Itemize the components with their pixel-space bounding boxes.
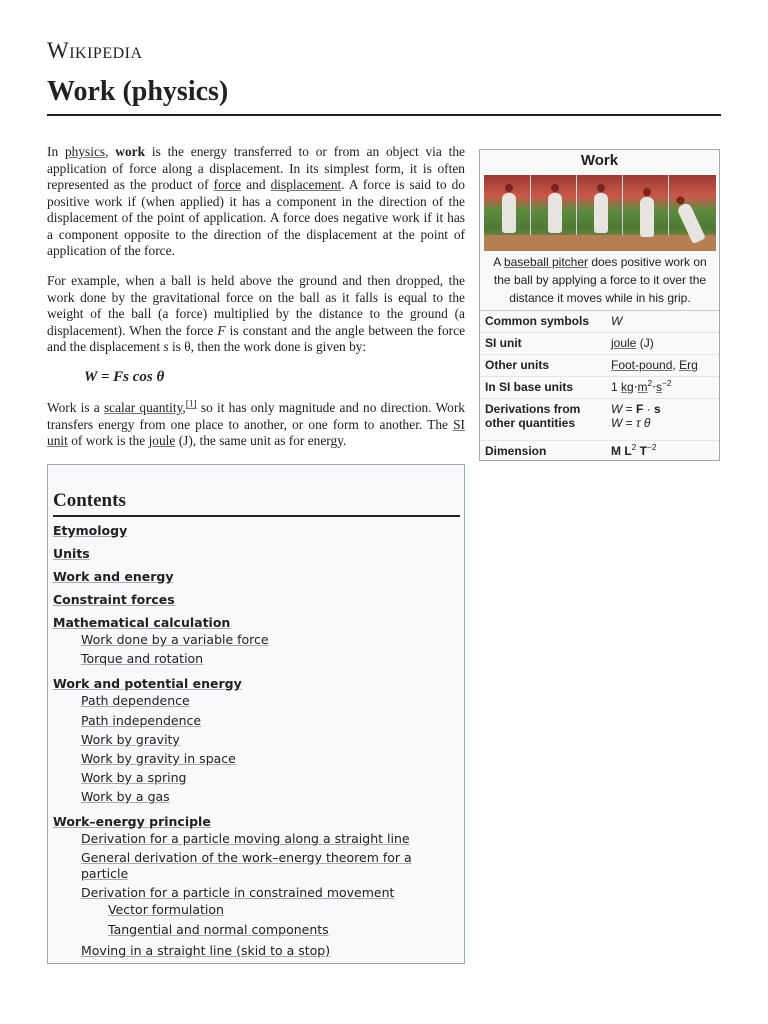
infobox-label: Other units: [480, 355, 607, 377]
text-run: 2: [631, 442, 637, 452]
inline-link[interactable]: [1]: [185, 399, 197, 410]
inline-link[interactable]: joule: [148, 433, 176, 448]
toc-item[interactable]: [53, 676, 242, 692]
toc-link[interactable]: Tangential and normal components: [108, 922, 329, 937]
text-run: s: [654, 402, 661, 416]
text-run: (J): [636, 336, 654, 350]
toc-link[interactable]: Mathematical calculation: [53, 615, 231, 630]
text-run: ,: [672, 358, 680, 372]
toc-link[interactable]: Work and energy: [53, 569, 174, 584]
text-run: T: [636, 444, 648, 458]
inline-link[interactable]: s: [656, 380, 663, 394]
toc-title: Contents: [53, 489, 460, 517]
infobox-value: [607, 355, 719, 377]
infobox-title: Work: [580, 152, 619, 169]
text-run: 2: [647, 378, 653, 388]
inline-link[interactable]: joule: [611, 336, 637, 350]
text-run: W: [611, 314, 623, 328]
toc-link[interactable]: Etymology: [53, 523, 128, 538]
toc-link[interactable]: Vector formulation: [108, 902, 224, 917]
infobox-row: [480, 441, 719, 463]
toc-link[interactable]: Derivation for a particle moving along a straight line: [81, 831, 410, 846]
toc-item[interactable]: [81, 831, 410, 847]
toc-item[interactable]: [81, 943, 330, 959]
toc-item[interactable]: [81, 885, 394, 901]
toc-item[interactable]: [81, 713, 201, 729]
text-run: of work is the: [67, 433, 149, 448]
toc-item[interactable]: [53, 569, 174, 585]
inline-link[interactable]: scalar quantity: [103, 400, 183, 415]
toc-item[interactable]: [53, 592, 175, 608]
infobox-value: [607, 377, 719, 399]
text-run: F: [636, 402, 644, 416]
infobox-row: [480, 377, 719, 399]
toc-link[interactable]: Work by a spring: [81, 770, 187, 785]
inline-link[interactable]: SI unit: [47, 416, 465, 448]
text-run: A: [493, 255, 504, 269]
inline-link[interactable]: baseball pitcher: [503, 255, 588, 269]
toc-item[interactable]: [53, 523, 127, 539]
infobox-caption: [484, 253, 716, 309]
toc-link[interactable]: Torque and rotation: [81, 651, 204, 666]
text-run: ,: [182, 400, 186, 415]
toc-link[interactable]: Constraint forces: [53, 592, 175, 607]
toc-item[interactable]: [53, 546, 90, 562]
toc-item[interactable]: [81, 651, 203, 667]
infobox-value: [607, 333, 719, 355]
intro-paragraph-2: [47, 273, 465, 356]
infobox-label: Derivations from other quantities: [480, 399, 607, 441]
text-run: In: [47, 144, 65, 159]
text-run: work: [115, 144, 146, 159]
toc-link[interactable]: Units: [53, 546, 90, 561]
intro-paragraph-1: [47, 144, 465, 260]
text-run: and: [241, 177, 271, 192]
infobox-value: [607, 311, 719, 333]
page-title: Work (physics): [47, 74, 721, 116]
infobox-row: [480, 355, 719, 377]
toc-link[interactable]: Work by gravity: [81, 732, 180, 747]
toc-link[interactable]: Work–energy principle: [53, 814, 211, 829]
infobox-label: Common symbols: [480, 311, 607, 333]
text-run: −2: [662, 378, 672, 388]
text-run: W: [611, 402, 623, 416]
work-formula: W = Fs cos θ: [84, 369, 165, 385]
text-run: s: [163, 339, 169, 354]
text-run: is the energy transferred to or from an object via the application of force along a displacement. In its simplest form, it is often represented as the product of: [47, 144, 465, 192]
text-run: does positive work on the ball by applying a force to it over the distance it moves while in his grip.: [493, 255, 707, 305]
inline-link[interactable]: physics: [64, 144, 106, 159]
toc-item[interactable]: [81, 632, 269, 648]
toc-item[interactable]: [81, 850, 461, 882]
infobox-row: [480, 333, 719, 355]
toc-item[interactable]: [53, 615, 230, 631]
toc-link[interactable]: Path dependence: [81, 693, 190, 708]
infobox-value: [607, 441, 719, 463]
toc-item[interactable]: [81, 693, 190, 709]
toc-link[interactable]: Work by a gas: [81, 789, 170, 804]
toc-item[interactable]: [108, 922, 329, 938]
toc-link[interactable]: Work by gravity in space: [81, 751, 236, 766]
text-run: 1: [611, 380, 622, 394]
toc-link[interactable]: Work and potential energy: [53, 676, 242, 691]
infobox-row: [480, 399, 719, 441]
text-run: so it has only magnitude and no direction. Work transfers energy from one place to another, or one form to another. The: [47, 400, 465, 432]
toc-item[interactable]: [81, 789, 170, 805]
text-run: For example, when a ball is held above the ground and then dropped, the work done by the gravitational force on the ball as it falls is equal to the weight of the ball (a force) multiplied by the distance to the ground (a displacement). When the force: [47, 273, 465, 338]
infobox: [479, 149, 720, 461]
text-run: . A force is said to do positive work if (when applied) it has a component in the direction of the displacement of the point of application. A force does negative work if it has a component opposite to the direction of the displacement at the point of application of the force.: [47, 177, 465, 258]
text-run: ,: [105, 144, 116, 159]
inline-link[interactable]: displacement: [270, 177, 342, 192]
text-run: M L: [611, 444, 632, 458]
text-run: τ θ: [636, 416, 651, 430]
infobox-label: SI unit: [480, 333, 607, 355]
text-run: F: [217, 322, 226, 338]
text-run: is constant and the angle between the force and the displacement: [47, 322, 466, 354]
inline-link[interactable]: Foot-pound: [611, 358, 673, 372]
toc-link[interactable]: Work done by a variable force: [81, 632, 269, 647]
text-run: =: [622, 402, 637, 416]
infobox-table: [480, 310, 719, 463]
toc-link[interactable]: Path independence: [81, 713, 202, 728]
toc-item[interactable]: [53, 814, 211, 830]
text-run: is θ, then the work done is given by:: [168, 339, 367, 354]
text-run: W: [611, 416, 623, 430]
intro-paragraph-3: [47, 400, 465, 450]
toc-item[interactable]: [81, 732, 180, 748]
toc-link[interactable]: Derivation for a particle in constrained movement: [81, 885, 395, 900]
infobox-row: [480, 311, 719, 333]
inline-link[interactable]: force: [213, 177, 242, 192]
text-run: Work is a: [47, 400, 104, 415]
text-run: (J), the same unit as for energy.: [175, 433, 347, 448]
wikipedia-wordmark[interactable]: [47, 38, 143, 64]
toc-link[interactable]: Moving in a straight line (skid to a stop): [81, 943, 331, 958]
inline-link[interactable]: kg: [621, 380, 634, 394]
infobox-value: [607, 399, 719, 441]
toc-link[interactable]: General derivation of the work–energy theorem for a particle: [81, 850, 412, 881]
infobox-label: Dimension: [480, 441, 607, 463]
text-run: −2: [647, 442, 657, 452]
text-run: =: [622, 416, 637, 430]
baseball-pitcher-image[interactable]: [484, 175, 716, 251]
inline-link[interactable]: m: [637, 380, 648, 394]
text-run: ·: [643, 402, 655, 416]
toc-item[interactable]: [108, 902, 224, 918]
toc-item[interactable]: [81, 751, 236, 767]
wordmark-text: Wikipedia: [47, 38, 143, 63]
text-run: ⋅: [652, 380, 657, 394]
inline-link[interactable]: Erg: [679, 358, 698, 372]
toc-item[interactable]: [81, 770, 186, 786]
table-of-contents: [47, 464, 465, 964]
infobox-label: In SI base units: [480, 377, 607, 399]
text-run: ⋅: [633, 380, 638, 394]
